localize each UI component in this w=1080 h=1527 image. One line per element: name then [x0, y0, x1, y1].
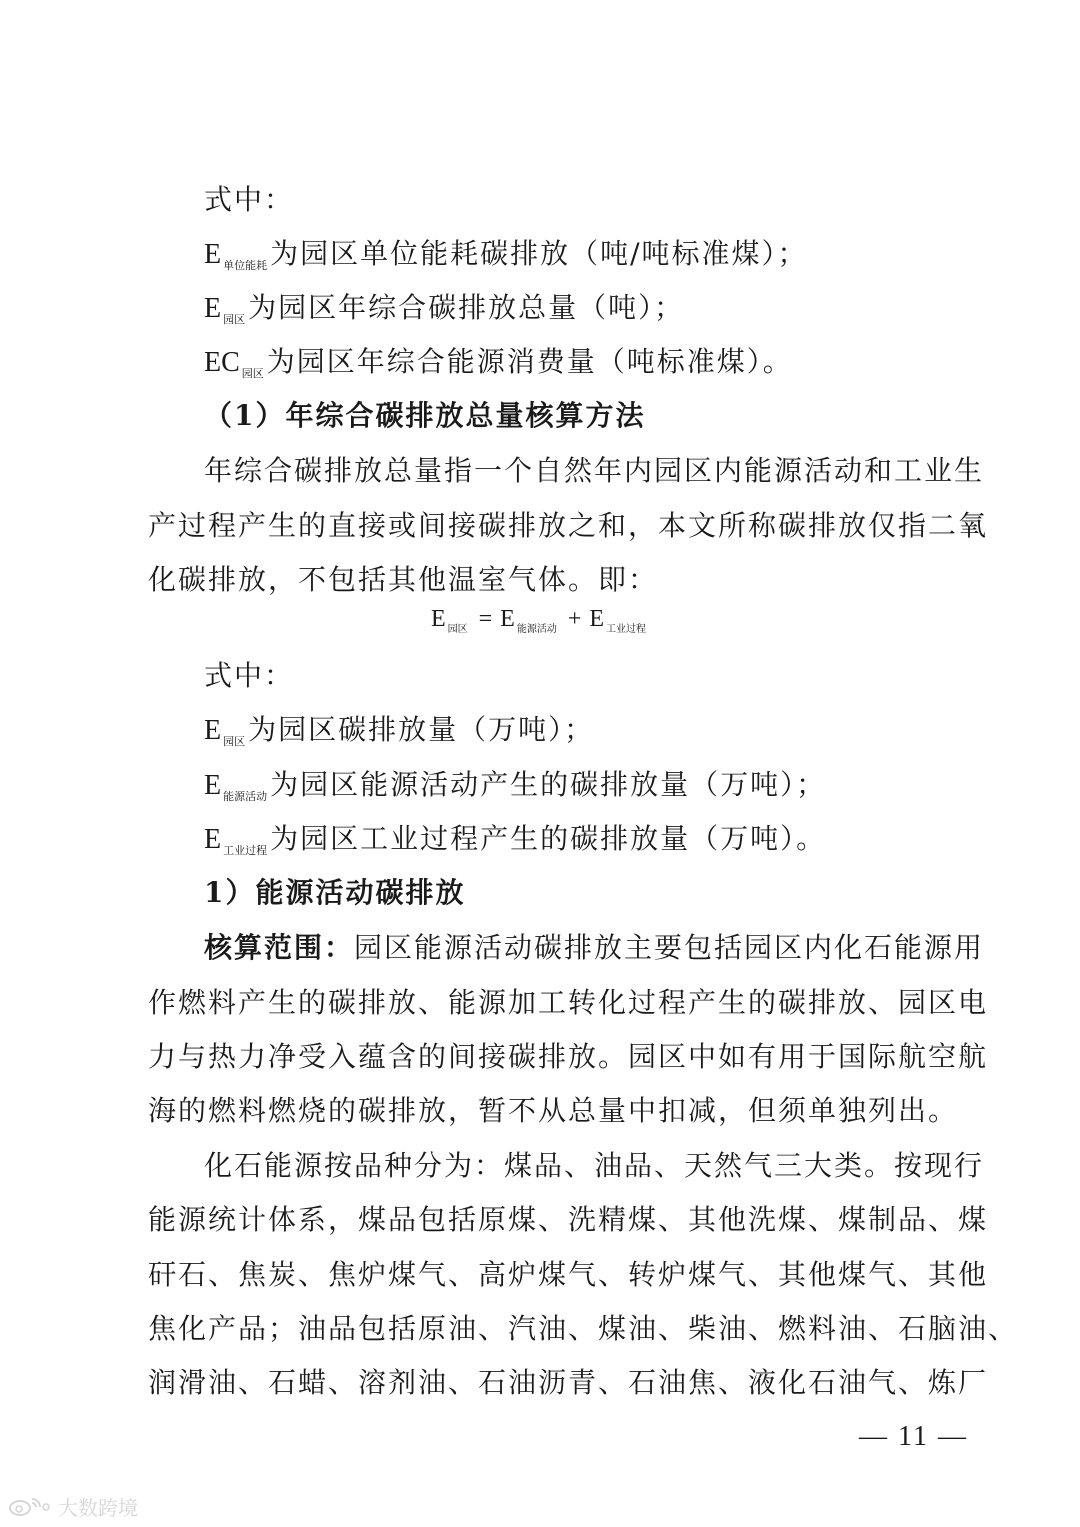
- equation-subscript: 园区: [447, 624, 468, 635]
- variable-symbol: E: [204, 824, 222, 855]
- variable-symbol: EC: [204, 347, 240, 378]
- variable-symbol: E: [204, 293, 222, 324]
- paragraph-lead: 核算范围：: [204, 931, 355, 964]
- equation-term: E: [589, 606, 605, 632]
- paragraph-text: 园区能源活动碳排放主要包括园区内化石能源用: [354, 931, 985, 964]
- definition-text: 为园区能源活动产生的碳排放量（万吨）；: [270, 768, 827, 801]
- variable-definition: [204, 234, 968, 286]
- variable-symbol: E: [204, 715, 222, 746]
- text-line: 式中：: [204, 659, 295, 692]
- equals-sign: =: [478, 606, 493, 632]
- paragraph-line: 焦化产品；油品包括原油、汽油、煤油、柴油、燃料油、石脑油、: [148, 1312, 1019, 1345]
- definition-text: 为园区年综合能源消费量（吨标准煤）。: [266, 345, 793, 378]
- variable-definition: [204, 819, 968, 871]
- variable-subscript: 单位能耗: [223, 259, 268, 272]
- paragraph-line: 化石能源按品种分为：煤品、油品、天然气三大类。按现行: [204, 1149, 985, 1182]
- definition-text: 为园区年综合碳排放总量（吨）；: [248, 291, 685, 324]
- variable-subscript: 园区: [223, 313, 246, 326]
- variable-definition: [204, 765, 968, 817]
- paragraph-line: 海的燃料燃烧的碳排放，暂不从总量中扣减，但须单独列出。: [148, 1094, 959, 1127]
- page-number: — 11 —: [859, 1421, 968, 1452]
- equation-lhs: E: [430, 606, 446, 632]
- paragraph-line: 矸石、焦炭、焦炉煤气、高炉煤气、转炉煤气、其他煤气、其他: [148, 1258, 989, 1291]
- plus-sign: +: [567, 606, 582, 632]
- definition-text: 为园区单位能耗碳排放（吨/吨标准煤）；: [270, 237, 808, 270]
- definition-text: 为园区工业过程产生的碳排放量（万吨）。: [270, 822, 827, 855]
- variable-symbol: E: [204, 770, 222, 801]
- variable-subscript: 能源活动: [223, 790, 268, 803]
- paragraph-line: 产过程产生的直接或间接碳排放之和，本文所称碳排放仅指二氧: [148, 509, 989, 542]
- definition-text: 为园区碳排放量（万吨）；: [248, 713, 595, 746]
- variable-definition: [204, 710, 968, 762]
- paragraph-line: 润滑油、石蜡、溶剂油、石油沥青、石油焦、液化石油气、炼厂: [148, 1366, 989, 1399]
- variable-subscript: 园区: [241, 367, 264, 380]
- section-heading: （1）年综合碳排放总量核算方法: [204, 399, 646, 432]
- variable-subscript: 工业过程: [223, 844, 268, 857]
- subsection-heading: 1）能源活动碳排放: [204, 876, 466, 909]
- equation-term: E: [500, 606, 515, 632]
- watermark-text: 大数跨境: [58, 1495, 138, 1520]
- paragraph-line: 年综合碳排放总量指一个自然年内园区内能源活动和工业生: [204, 454, 985, 487]
- paragraph-line: 能源统计体系，煤品包括原煤、洗精煤、其他洗煤、煤制品、煤: [148, 1203, 989, 1236]
- paragraph-line: 力与热力净受入蕴含的间接碳排放。园区中如有用于国际航空航: [148, 1040, 989, 1073]
- variable-subscript: 园区: [223, 735, 246, 748]
- weibo-logo-icon: [8, 1495, 52, 1517]
- equation: [0, 603, 1080, 646]
- variable-definition: [204, 342, 968, 394]
- equation-subscript: 工业过程: [606, 624, 647, 635]
- paragraph-line: [204, 928, 985, 968]
- text-line: 式中：: [204, 183, 295, 216]
- watermark: [8, 1493, 138, 1519]
- paragraph-line: 作燃料产生的碳排放、能源加工转化过程产生的碳排放、园区电: [148, 986, 989, 1019]
- variable-symbol: E: [204, 239, 222, 270]
- variable-definition: [204, 288, 968, 340]
- paragraph-line: 化碳排放，不包括其他温室气体。即：: [148, 563, 659, 596]
- equation-subscript: 能源活动: [516, 624, 557, 635]
